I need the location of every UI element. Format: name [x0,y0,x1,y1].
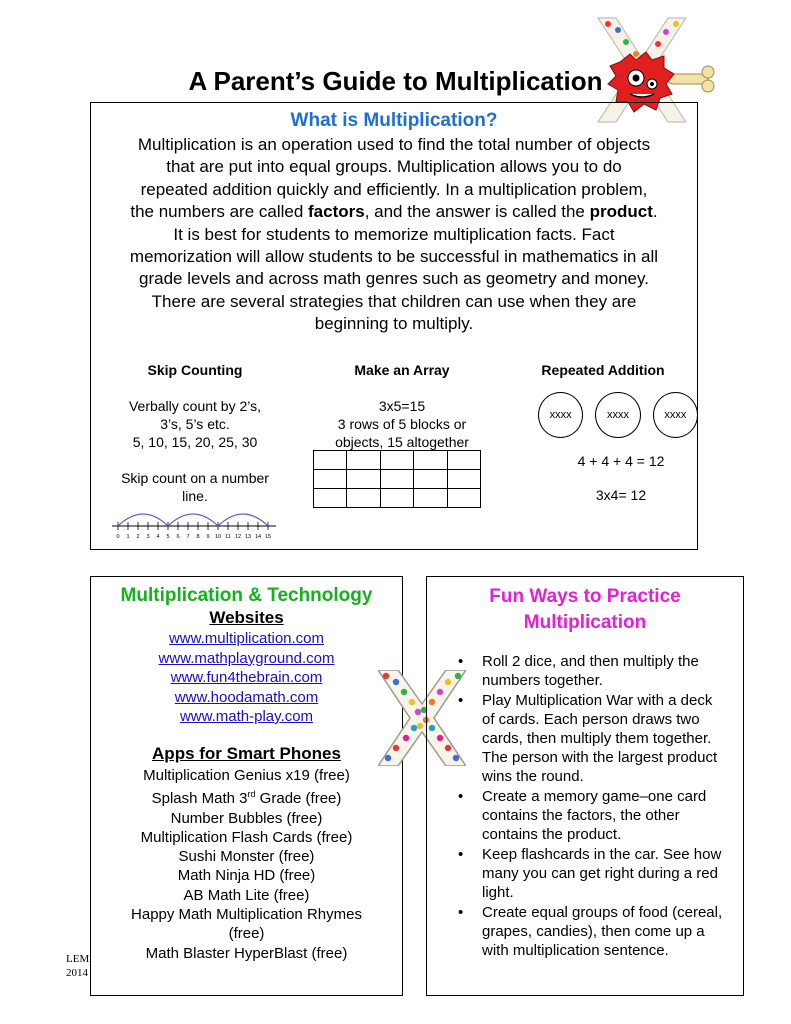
number-line-label: 13 [244,534,252,540]
array-text: 3x5=15 3 rows of 5 blocks or objects, 15 altogether [335,398,469,450]
polka-dot [415,709,421,715]
number-line-label: 14 [254,534,262,540]
array-heading: Make an Array [354,362,450,378]
array-cell [347,489,380,508]
what-is-heading: What is Multiplication? [290,110,498,131]
app-item: Math Blaster HyperBlast (free) [145,944,348,962]
app-item: Happy Math Multiplication Rhymes [131,906,362,924]
repeated-product: 3x4= 12 [595,487,647,503]
number-line-label: 11 [225,534,231,540]
intro-line: beginning to multiply. [314,314,474,334]
intro-line: Multiplication is an operation used to find the total number of objects [137,135,651,154]
skip-counting-heading: Skip Counting [147,362,243,378]
number-line-label: 1 [126,534,130,540]
polka-dot [393,745,399,751]
list-item: • Roll 2 dice, and then multiply the numbers together. [456,652,726,690]
app-item: Math Ninja HD (free) [177,867,316,885]
polka-dot [393,679,399,685]
group-circle: xxxx [653,392,698,438]
polka-dot [409,699,415,705]
intro-line: grade levels and across math genres such as geometry and money. [139,269,649,289]
array-cell [314,489,347,508]
app-item: (free) [228,925,265,943]
website-link[interactable]: www.multiplication.com [168,630,325,647]
website-link[interactable]: www.fun4thebrain.com [170,669,323,686]
list-item: • Create equal groups of food (cereal, grapes, candies), then come up a with multiplication sentence. [456,903,726,960]
array-cell [314,470,347,489]
number-line-label: 15 [264,534,272,540]
website-link[interactable]: www.math-play.com [179,708,314,725]
list-item: • Create a memory game–one card contains the factors, the other contains the product. [456,787,726,844]
polka-dot [411,725,417,731]
polka-dot [385,755,391,761]
intro-line: There are several strategies that children can use when they are [151,291,637,311]
array-cell [314,451,347,470]
array-cell [414,470,447,489]
list-item: • Keep flashcards in the car. See how many you can get right during a red light. [456,845,726,902]
number-line-label: 2 [136,534,140,540]
intro-line: that are put into equal groups. Multiplication allows you to do [166,157,622,177]
apps-heading: Apps for Smart Phones [152,744,341,763]
array-row [314,489,481,508]
group-circle: xxxx [595,392,640,438]
number-line-label: 10 [214,534,222,540]
number-line-label: 5 [166,534,170,540]
list-item: • Play Multiplication War with a deck of cards. Each person draws two cards, then multiply them together. The person with the largest product wins the round. [456,691,726,786]
number-line-label: 6 [176,534,180,540]
number-line-label: 4 [156,534,160,540]
intro-line-factors: the numbers are called factors, and the answer is called the product. [130,202,658,222]
skip-jump-arc [168,514,218,526]
app-item: Sushi Monster (free) [178,848,315,866]
number-line-label: 8 [196,534,200,540]
websites-heading: Websites [209,608,284,627]
array-cell [380,451,413,470]
array-cell [347,470,380,489]
number-line-label: 3 [146,534,150,540]
polka-dot [401,689,407,695]
skip-jump-arc [218,514,268,526]
array-row [314,470,481,489]
page-title: A Parent’s Guide to Multiplication [188,66,603,96]
array-cell [447,470,480,489]
number-line-label: 7 [186,534,190,540]
app-item: Multiplication Genius x19 (free) [143,767,350,784]
number-line-icon [112,504,278,540]
app-item: Splash Math 3rd Grade (free) [151,789,342,808]
repeated-groups [538,392,698,438]
footer-initials: LEM 2014 [66,953,90,979]
fun-ways-heading: Fun Ways to Practice Multiplication [489,586,681,633]
number-line-label: 12 [234,534,242,540]
fun-ways-list [456,652,726,961]
array-row [314,451,481,470]
number-line-label: 9 [206,534,210,540]
array-cell [380,470,413,489]
product-term: product [589,202,653,222]
website-link[interactable]: www.mathplayground.com [158,649,335,667]
array-cell [380,489,413,508]
website-link[interactable]: www.hoodamath.com [174,688,319,706]
array-cell [414,489,447,508]
number-line-label: 0 [116,534,120,540]
factors-term: factors [308,202,365,222]
array-grid [313,450,481,508]
array-cell [414,451,447,470]
intro-line: repeated addition quickly and efficiently. In a multiplication problem, [140,179,648,199]
skip-counting-text: Verbally count by 2’s, 3’s, 5’s etc. 5, 10, 15, 20, 25, 30 Skip count on a number line. [121,398,269,504]
array-cell [347,451,380,470]
repeated-sum: 4 + 4 + 4 = 12 [577,453,665,469]
apps-list [92,766,401,963]
app-item: Number Bubbles (free) [170,809,323,827]
array-cell [447,489,480,508]
app-item: Multiplication Flash Cards (free) [140,828,353,846]
intro-line: It is best for students to memorize multiplication facts. Fact [173,224,615,244]
skip-jump-arc [118,514,168,526]
polka-dot [403,735,409,741]
technology-heading: Multiplication & Technology [120,585,373,606]
array-cell [447,451,480,470]
intro-line: memorization will allow students to be successful in mathematics in all [129,247,659,267]
polka-dot [383,673,389,679]
intro-paragraph [98,134,690,336]
websites-list [92,629,401,727]
polka-dot [417,723,423,729]
group-circle: xxxx [538,392,583,438]
repeated-addition-heading: Repeated Addition [541,362,665,378]
app-item: AB Math Lite (free) [183,886,310,904]
